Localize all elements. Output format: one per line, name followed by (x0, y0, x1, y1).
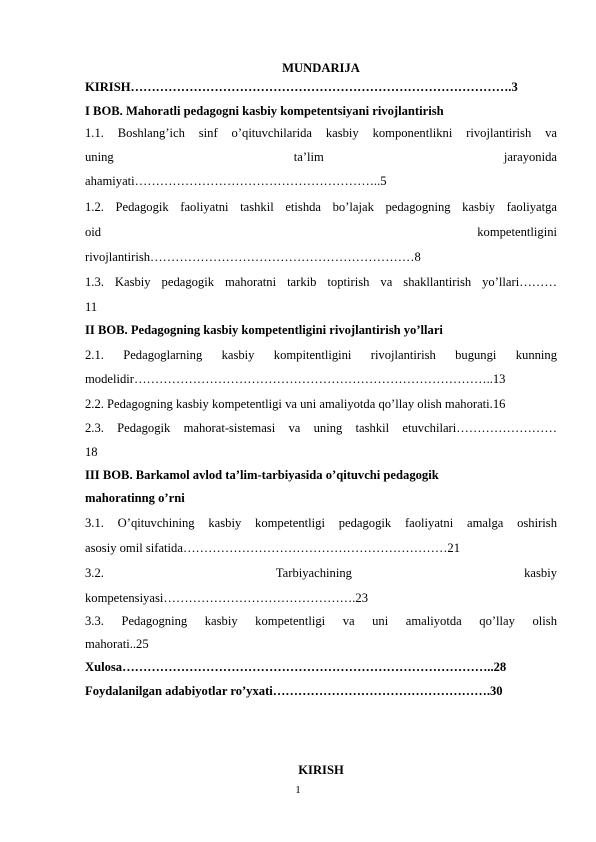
toc-line: KIRISH……………………………………………………………………………….3 (85, 80, 518, 94)
toc-line: kompetensiyasi……………………………………….23 (85, 591, 368, 605)
toc-line: III BOB. Barkamol avlod ta’lim-tarbiyasida o’qituvchi pedagogik (85, 468, 439, 482)
toc-line: II BOB. Pedagogning kasbiy kompetentligini rivojlantirish yo’llari (85, 323, 443, 337)
toc-line: mahorati..25 (85, 637, 149, 651)
toc-line: rivojlantirish………………………………………………………8 (85, 250, 421, 264)
toc-title: MUNDARIJA (282, 61, 360, 75)
toc-line: 3.2. Tarbiyachining kasbiy (85, 566, 557, 580)
toc-line: ahamiyati…………………………………………………..5 (85, 174, 387, 188)
toc-line: 2.2. Pedagogning kasbiy kompetentligi va uni amaliyotda qo’llay olish mahorati.16 (85, 397, 506, 411)
toc-line: 1.1. Boshlang’ich sinf o’qituvchilarida kasbiy komponentlikni rivojlantirish va (85, 126, 557, 140)
toc-line: mahoratinng o’rni (85, 491, 185, 505)
toc-line: 3.1. O’qituvchining kasbiy kompetentligi pedagogik faoliyatni amalga oshirish (85, 516, 557, 530)
toc-line: oid kompetentligini (85, 225, 557, 239)
toc-line: 3.3. Pedagogning kasbiy kompetentligi va uni amaliyotda qo’llay olish (85, 614, 557, 628)
toc-line: 1.3. Kasbiy pedagogik mahoratni tarkib toptirish va shakllantirish yo’llari……… (85, 275, 557, 289)
toc-line: asosiy omil sifatida………………………………………………………21 (85, 541, 461, 555)
toc-line: uning ta’lim jarayonida (85, 150, 557, 164)
toc-line: 2.3. Pedagogik mahorat-sistemasi va uning tashkil etuvchilari…………………… (85, 421, 557, 435)
toc-line: 18 (85, 445, 98, 459)
toc-line: 2.1. Pedagoglarning kasbiy kompitentligini rivojlantirish bugungi kunning (85, 348, 557, 362)
section-heading: KIRISH (298, 763, 344, 777)
toc-line: 1.2. Pedagogik faoliyatni tashkil etishda bo’lajak pedagogning kasbiy faoliyatga (85, 200, 557, 214)
toc-line: 11 (85, 300, 98, 314)
toc-line: modelidir…………………………………………………………………………..13 (85, 372, 506, 386)
toc-line: I BOB. Mahoratli pedagogni kasbiy kompetentsiyani rivojlantirish (85, 104, 444, 118)
toc-line: Foydalanilgan adabiyotlar ro’yxati…………………………………………….30 (85, 684, 503, 698)
toc-line: Xulosa……………………………………………………………………………..28 (85, 660, 507, 674)
page-number: 1 (295, 784, 301, 796)
